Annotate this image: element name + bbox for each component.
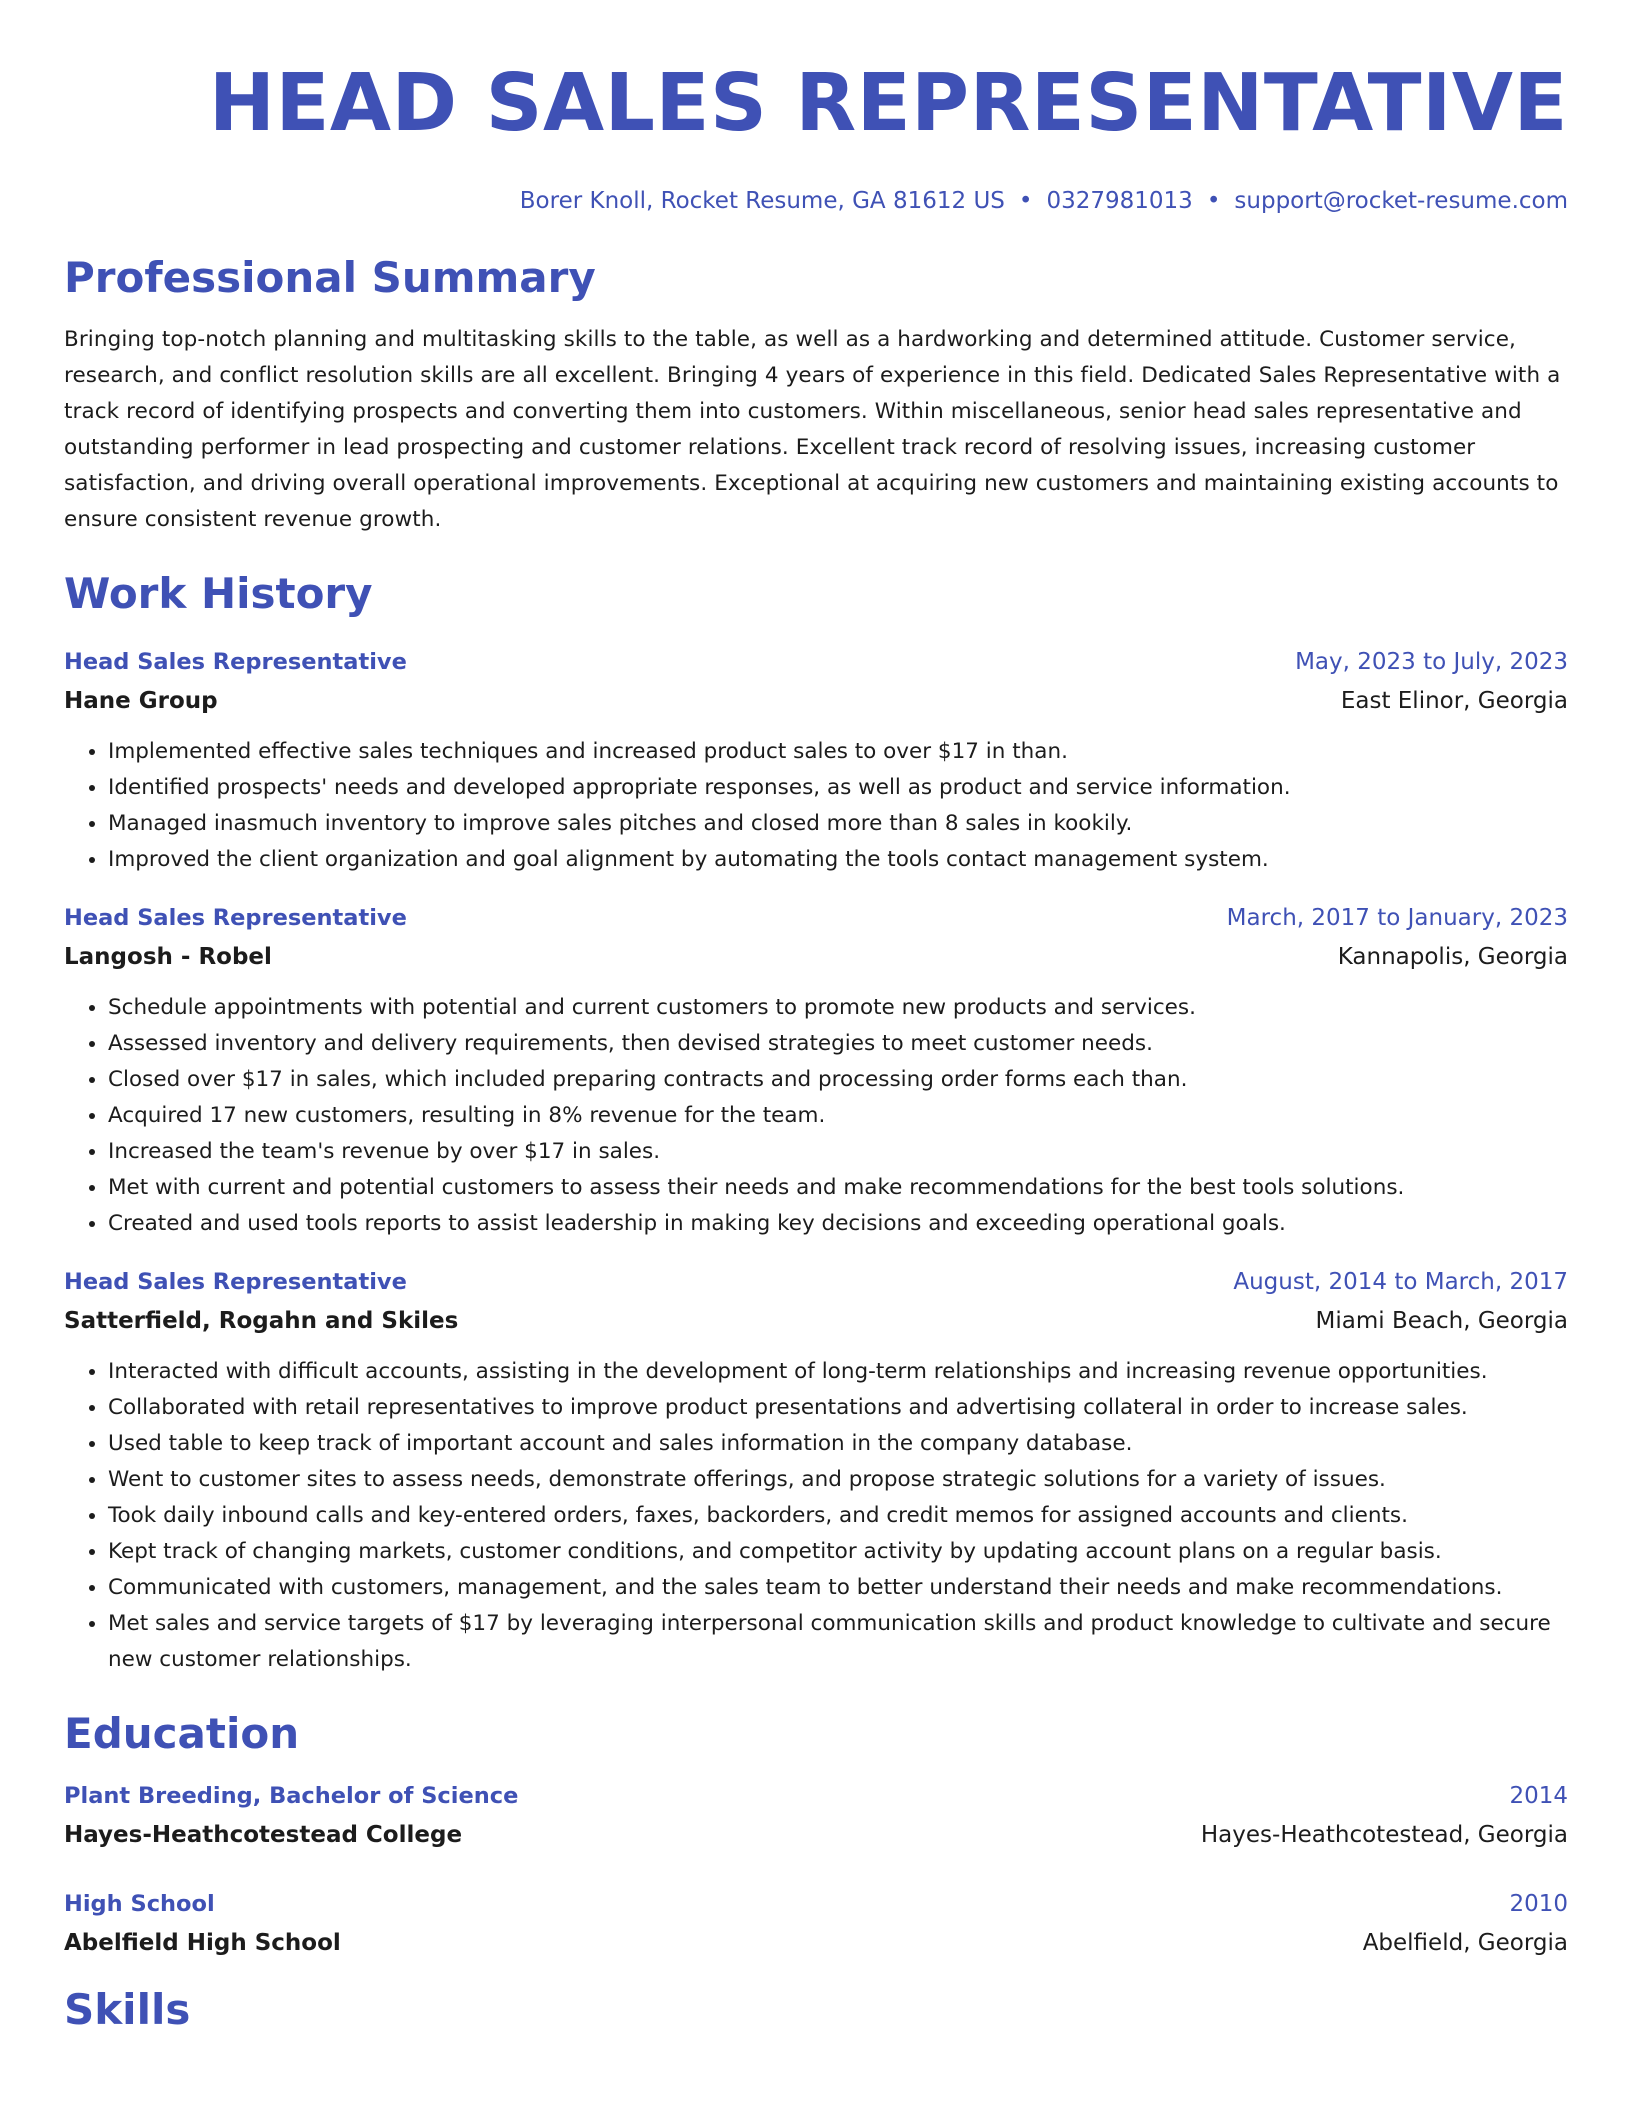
job-dates: May, 2023 to July, 2023 (1295, 649, 1568, 675)
summary-text: Bringing top-notch planning and multitasking skills to the table, as well as a hardworking and determined attitude. Customer service, research, and conflict resolution skills are all excellent. Bringing 4 years of experience in this field. Dedicated Sales Representative with a track record of identifying prospects and converting them into customers. Within miscellaneous, senior head sales representative and outstanding performer in lead prospecting and customer relations. Excellent track record of resolving issues, increasing customer satisfaction, and driving overall operational improvements. Exceptional at acquiring new customers and maintaining existing accounts to ensure consistent revenue growth. (64, 327, 1561, 532)
job-location: East Elinor, Georgia (1340, 688, 1568, 714)
education-degree: High School (64, 1891, 215, 1917)
job-entry (64, 898, 1568, 1242)
job-bullet: • Implemented effective sales techniques and increased product sales to over $17 in than. (108, 734, 1568, 770)
education-location: Abelfield, Georgia (1362, 1930, 1568, 1956)
job-bullet: • Assessed inventory and delivery requirements, then devised strategies to meet customer needs. (108, 1026, 1568, 1062)
job-company: Hane Group (64, 688, 218, 714)
education-header-row (64, 1884, 1568, 1924)
job-bullet: • Closed over $17 in sales, which included preparing contracts and processing order forms each than. (108, 1062, 1568, 1098)
contact-separator: • (1206, 188, 1221, 214)
job-company: Satterfield, Rogahn and Skiles (64, 1308, 459, 1334)
job-bullet: • Acquired 17 new customers, resulting in 8% revenue for the team. (108, 1098, 1568, 1134)
resume-title: HEAD SALES REPRESENTATIVE (208, 57, 1568, 149)
job-bullets (64, 734, 1568, 878)
job-bullet: • Identified prospects' needs and developed appropriate responses, as well as product and service information. (108, 770, 1568, 806)
education-heading: Education (64, 1709, 300, 1758)
job-bullet: • Kept track of changing markets, customer conditions, and competitor activity by updating account plans on a regular basis. (108, 1534, 1568, 1570)
education-header-row (64, 1776, 1568, 1816)
job-bullet: • Schedule appointments with potential and current customers to promote new products and services. (108, 990, 1568, 1026)
contact-phone: 0327981013 (1046, 188, 1193, 214)
education-school-row (64, 1816, 1568, 1854)
education-school: Abelfield High School (64, 1930, 341, 1956)
contact-address: Borer Knoll, Rocket Resume, GA 81612 US (519, 188, 1005, 214)
education-entry (64, 1884, 1568, 1962)
summary-heading: Professional Summary (64, 253, 596, 302)
education-year: 2010 (1509, 1891, 1568, 1917)
job-bullet: • Created and used tools reports to assist leadership in making key decisions and exceeding operational goals. (108, 1206, 1568, 1242)
job-company: Langosh - Robel (64, 944, 272, 970)
education-school: Hayes-Heathcotestead College (64, 1822, 463, 1848)
job-bullet: • Used table to keep track of important account and sales information in the company database. (108, 1426, 1568, 1462)
job-entry (64, 642, 1568, 878)
job-role: Head Sales Representative (64, 905, 407, 931)
job-dates: March, 2017 to January, 2023 (1226, 905, 1568, 931)
job-bullet: • Increased the team's revenue by over $17 in sales. (108, 1134, 1568, 1170)
contact-email: support@rocket-resume.com (1234, 188, 1568, 214)
education-school-row (64, 1924, 1568, 1962)
job-bullet: • Communicated with customers, management, and the sales team to better understand their needs and make recommendations. (108, 1570, 1568, 1606)
job-dates: August, 2014 to March, 2017 (1233, 1269, 1568, 1295)
education-location: Hayes-Heathcotestead, Georgia (1200, 1822, 1568, 1848)
education-entry (64, 1776, 1568, 1854)
contact-line (64, 186, 1568, 216)
job-header-row (64, 642, 1568, 682)
job-company-row (64, 938, 1568, 976)
job-bullet: • Interacted with difficult accounts, assisting in the development of long-term relationships and increasing revenue opportunities. (108, 1354, 1568, 1390)
job-bullets (64, 990, 1568, 1242)
job-bullet: • Met with current and potential customers to assess their needs and make recommendations for the best tools solutions. (108, 1170, 1568, 1206)
job-bullet: • Went to customer sites to assess needs, demonstrate offerings, and propose strategic solutions for a variety of issues. (108, 1462, 1568, 1498)
work-history-heading: Work History (64, 569, 373, 618)
job-bullet: • Collaborated with retail representatives to improve product presentations and advertising collateral in order to increase sales. (108, 1390, 1568, 1426)
contact-separator: • (1018, 188, 1033, 214)
education-degree: Plant Breeding, Bachelor of Science (64, 1783, 519, 1809)
job-role: Head Sales Representative (64, 1269, 407, 1295)
job-location: Kannapolis, Georgia (1337, 944, 1568, 970)
job-company-row (64, 1302, 1568, 1340)
job-bullet: • Managed inasmuch inventory to improve sales pitches and closed more than 8 sales in kookily. (108, 806, 1568, 842)
job-header-row (64, 898, 1568, 938)
skills-heading: Skills (64, 1985, 191, 2034)
job-role: Head Sales Representative (64, 649, 407, 675)
job-entry (64, 1262, 1568, 1678)
job-bullets (64, 1354, 1568, 1678)
job-company-row (64, 682, 1568, 720)
education-year: 2014 (1509, 1783, 1568, 1809)
job-header-row (64, 1262, 1568, 1302)
job-bullet: • Met sales and service targets of $17 by leveraging interpersonal communication skills and product knowledge to cultivate and secure new customer relationships. (108, 1606, 1568, 1678)
job-location: Miami Beach, Georgia (1315, 1308, 1568, 1334)
job-bullet: • Took daily inbound calls and key-entered orders, faxes, backorders, and credit memos for assigned accounts and clients. (108, 1498, 1568, 1534)
job-bullet: • Improved the client organization and goal alignment by automating the tools contact management system. (108, 842, 1568, 878)
